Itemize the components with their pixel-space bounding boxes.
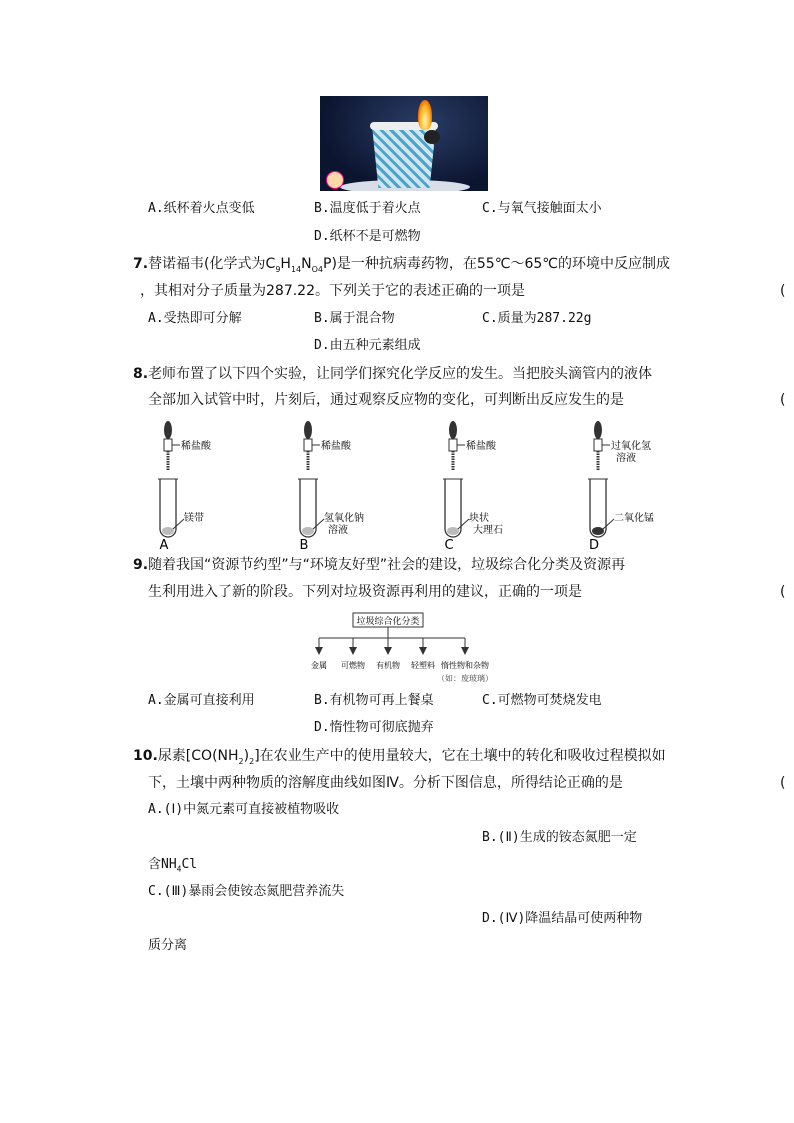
contents-pointer — [458, 519, 469, 529]
dropper-label-2: 溶液 — [616, 453, 636, 464]
q8-line2: 全部加入试管中时，片刻后，通过观察反应物的变化，可判断出反应发生的是 — [148, 392, 624, 408]
q9-answer-paren: ( — [780, 584, 786, 600]
q7-text: H — [280, 256, 291, 272]
dropper-neck — [449, 439, 457, 451]
q10-text: Cl — [181, 857, 198, 872]
experiment-letter: C — [444, 538, 454, 553]
category-label: 有机物 — [376, 661, 400, 670]
burning-paper-cup-photo — [320, 96, 488, 191]
q10-option-d-cont: 质分离 — [148, 938, 188, 953]
q7-text: 替诺福韦(化学式为C — [148, 256, 276, 272]
dropper-neck — [594, 439, 602, 451]
dropper-label: 稀盐酸 — [466, 441, 496, 452]
q7-option-c: C.质量为287.22g — [482, 311, 592, 326]
arrow-head-icon — [384, 647, 392, 655]
avatar-icon — [326, 171, 344, 189]
q8-number: 8. — [133, 366, 149, 382]
q7-sub: 9 — [275, 264, 281, 274]
contents-label-2: 溶液 — [328, 525, 348, 536]
category-label: 金属 — [311, 661, 327, 670]
q10-sub: 4 — [176, 864, 182, 874]
q8-line1 — [133, 365, 652, 383]
contents-label: 二氧化锰 — [614, 513, 654, 524]
q7-sub: O4 — [311, 264, 323, 274]
q10-option-c: C.(Ⅲ)暴雨会使铵态氮肥营养流失 — [148, 884, 345, 899]
q9-option-b: B.有机物可再上餐桌 — [314, 693, 434, 708]
q9-option-c: C.可燃物可焚烧发电 — [482, 693, 602, 708]
q7-option-b: B.属于混合物 — [314, 311, 395, 326]
q7-option-a: A.受热即可分解 — [148, 311, 242, 326]
test-tube-experiments-diagram — [140, 415, 660, 555]
q7-option-d: D.由五种元素组成 — [314, 338, 421, 353]
q10-text: ]在农业生产中的使用量较大，它在土壤中的转化和吸收过程模拟如 — [254, 748, 666, 764]
contents-pointer — [173, 519, 184, 529]
q8-text: 老师布置了以下四个实验，让同学们探究化学反应的发生。当把胶头滴管内的液体 — [148, 366, 653, 382]
category-label: 可燃物 — [341, 661, 365, 670]
q10-sub: 2 — [249, 756, 255, 766]
dropper-bulb — [304, 421, 312, 439]
waste-classification-diagram — [300, 605, 520, 685]
q6-option-a: A.纸杯着火点变低 — [148, 201, 255, 216]
experiment-C — [443, 421, 503, 553]
q7-answer-paren: ( — [780, 283, 786, 299]
q9-option-a: A.金属可直接利用 — [148, 693, 255, 708]
dropper-label: 过氧化氢 — [611, 441, 651, 452]
contents-label-2: 大理石 — [473, 525, 503, 536]
q9-text: 随着我国“资源节约型”与“环境友好型”社会的建设，垃圾综合化分类及资源再 — [148, 557, 626, 573]
q10-option-b-cont — [148, 856, 197, 879]
experiment-letter: B — [299, 538, 309, 553]
q10-answer-paren: ( — [780, 775, 786, 791]
q7-number: 7. — [133, 256, 149, 272]
dropper-neck — [304, 439, 312, 451]
experiment-letter: D — [588, 538, 600, 553]
q10-option-b: B.(Ⅱ)生成的铵态氮肥一定 — [482, 830, 637, 845]
contents-pointer — [603, 519, 614, 529]
tube-contents — [592, 527, 604, 535]
q9-option-d: D.惰性物可彻底抛弃 — [314, 720, 434, 735]
q10-line1 — [133, 747, 666, 771]
q6-option-c: C.与氧气接触面太小 — [482, 201, 602, 216]
experiment-D — [588, 421, 654, 553]
contents-label: 氢氧化钠 — [324, 513, 364, 524]
tube-contents — [162, 527, 174, 535]
q7-sub: 14 — [290, 264, 302, 274]
q7-text: N — [301, 256, 312, 272]
q10-text: ) — [243, 748, 250, 764]
dropper-bulb — [164, 421, 172, 439]
root-label: 垃圾综合化分类 — [356, 617, 420, 627]
q7-line2: ，其相对分子质量为287.22。下列关于它的表述正确的一项是 — [140, 283, 525, 299]
dropper-bulb — [594, 421, 602, 439]
dropper-neck — [164, 439, 172, 451]
category-label: 轻塑料 — [411, 661, 435, 670]
q8-answer-paren: ( — [780, 392, 786, 408]
dropper-label: 稀盐酸 — [321, 441, 351, 452]
q10-sub: 2 — [238, 756, 244, 766]
dropper-label: 稀盐酸 — [181, 441, 211, 452]
q9-line1 — [133, 556, 625, 574]
arrow-head-icon — [461, 647, 469, 655]
q7-text: P)是一种抗病毒药物，在55℃～65℃的环境中反应制成 — [323, 256, 670, 272]
contents-label: 块状 — [469, 513, 489, 524]
category-label: 惰性物和杂物 — [441, 661, 489, 670]
contents-pointer — [313, 519, 324, 529]
q10-number: 10. — [133, 748, 158, 764]
q9-line2: 生利用进入了新的阶段。下列对垃圾资源再利用的建议，正确的一项是 — [148, 584, 582, 600]
dropper-bulb — [449, 421, 457, 439]
note-label: （如：废玻璃） — [437, 674, 493, 683]
q10-line2: 下，土壤中两种物质的溶解度曲线如图Ⅳ。分析下图信息，所得结论正确的是 — [148, 775, 623, 791]
q7-line1 — [133, 255, 670, 279]
q10-option-a: A.(Ⅰ)中氮元素可直接被植物吸收 — [148, 802, 340, 817]
contents-label: 镁带 — [184, 513, 204, 524]
arrow-head-icon — [349, 647, 357, 655]
q10-option-d: D.(Ⅳ)降温结晶可使两种物 — [482, 911, 643, 926]
q10-text: 含NH — [148, 857, 177, 872]
experiment-letter: A — [159, 538, 169, 553]
q6-option-b: B.温度低于着火点 — [314, 201, 421, 216]
arrow-head-icon — [419, 647, 427, 655]
tube-contents — [302, 527, 314, 535]
q9-number: 9. — [133, 557, 149, 573]
arrow-head-icon — [315, 647, 323, 655]
experiment-B — [298, 421, 364, 553]
q6-option-d: D.纸杯不是可燃物 — [314, 229, 421, 244]
q10-text: 尿素[CO(NH — [157, 748, 239, 764]
experiment-A — [158, 421, 212, 553]
tube-contents — [447, 527, 459, 535]
